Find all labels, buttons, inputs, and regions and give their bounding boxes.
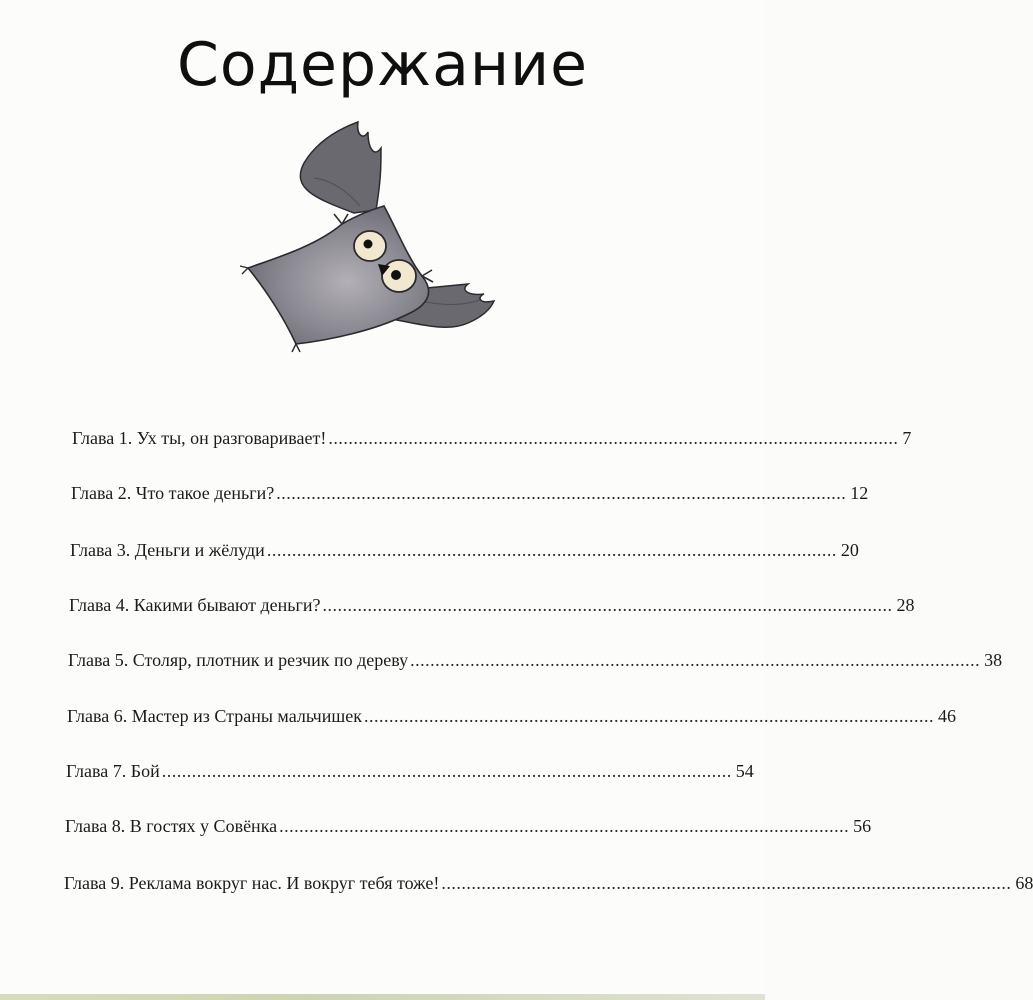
toc-item-label: Глава 1. Ух ты, он разговаривает! xyxy=(72,428,327,448)
toc-item-page: 68 xyxy=(1015,873,1033,893)
toc-item[interactable] xyxy=(68,650,1003,684)
toc-leader: .................................................................................................................. xyxy=(279,816,850,836)
toc-item[interactable] xyxy=(67,706,956,740)
toc-item[interactable] xyxy=(69,595,915,629)
toc-item-label: Глава 2. Что такое деньги? xyxy=(71,483,275,503)
toc-item[interactable] xyxy=(71,483,869,517)
toc-item-label: Глава 7. Бой xyxy=(66,761,160,781)
toc-item-page: 7 xyxy=(902,428,912,448)
toc-item-label: Глава 8. В гостях у Совёнка xyxy=(65,816,278,836)
toc-item-page: 38 xyxy=(984,650,1003,670)
toc-leader: .................................................................................................................. xyxy=(363,706,934,726)
toc-leader: .................................................................................................................. xyxy=(410,650,981,670)
toc-item-page: 20 xyxy=(840,540,859,560)
toc-item-page: 12 xyxy=(850,483,869,503)
toc-item-page: 28 xyxy=(896,595,915,615)
toc-leader: .................................................................................................................. xyxy=(328,428,899,448)
toc-leader: .................................................................................................................. xyxy=(276,483,847,503)
toc-item-label: Глава 3. Деньги и жёлуди xyxy=(70,540,265,560)
toc-item-page: 46 xyxy=(937,706,956,726)
toc-leader: .................................................................................................................. xyxy=(441,873,1012,893)
toc-leader: .................................................................................................................. xyxy=(322,595,893,615)
toc-item[interactable] xyxy=(72,428,912,462)
toc-item[interactable] xyxy=(65,816,872,850)
toc-item-label: Глава 9. Реклама вокруг нас. И вокруг тебя тоже! xyxy=(64,873,440,893)
toc-item-label: Глава 5. Столяр, плотник и резчик по дереву xyxy=(68,650,409,670)
toc-item[interactable] xyxy=(70,540,859,574)
toc-item[interactable] xyxy=(66,761,754,795)
toc-item-label: Глава 4. Какими бывают деньги? xyxy=(69,595,321,615)
page-edge xyxy=(0,994,765,1000)
toc-leader: .................................................................................................................. xyxy=(266,540,837,560)
page-title: Содержание xyxy=(176,30,589,100)
flying-owl-icon xyxy=(236,118,496,358)
toc-item[interactable] xyxy=(64,873,1033,907)
toc-leader: .................................................................................................................. xyxy=(161,761,732,781)
toc-item-page: 56 xyxy=(853,816,872,836)
toc-item-label: Глава 6. Мастер из Страны мальчишек xyxy=(67,706,362,726)
toc-item-page: 54 xyxy=(735,761,754,781)
